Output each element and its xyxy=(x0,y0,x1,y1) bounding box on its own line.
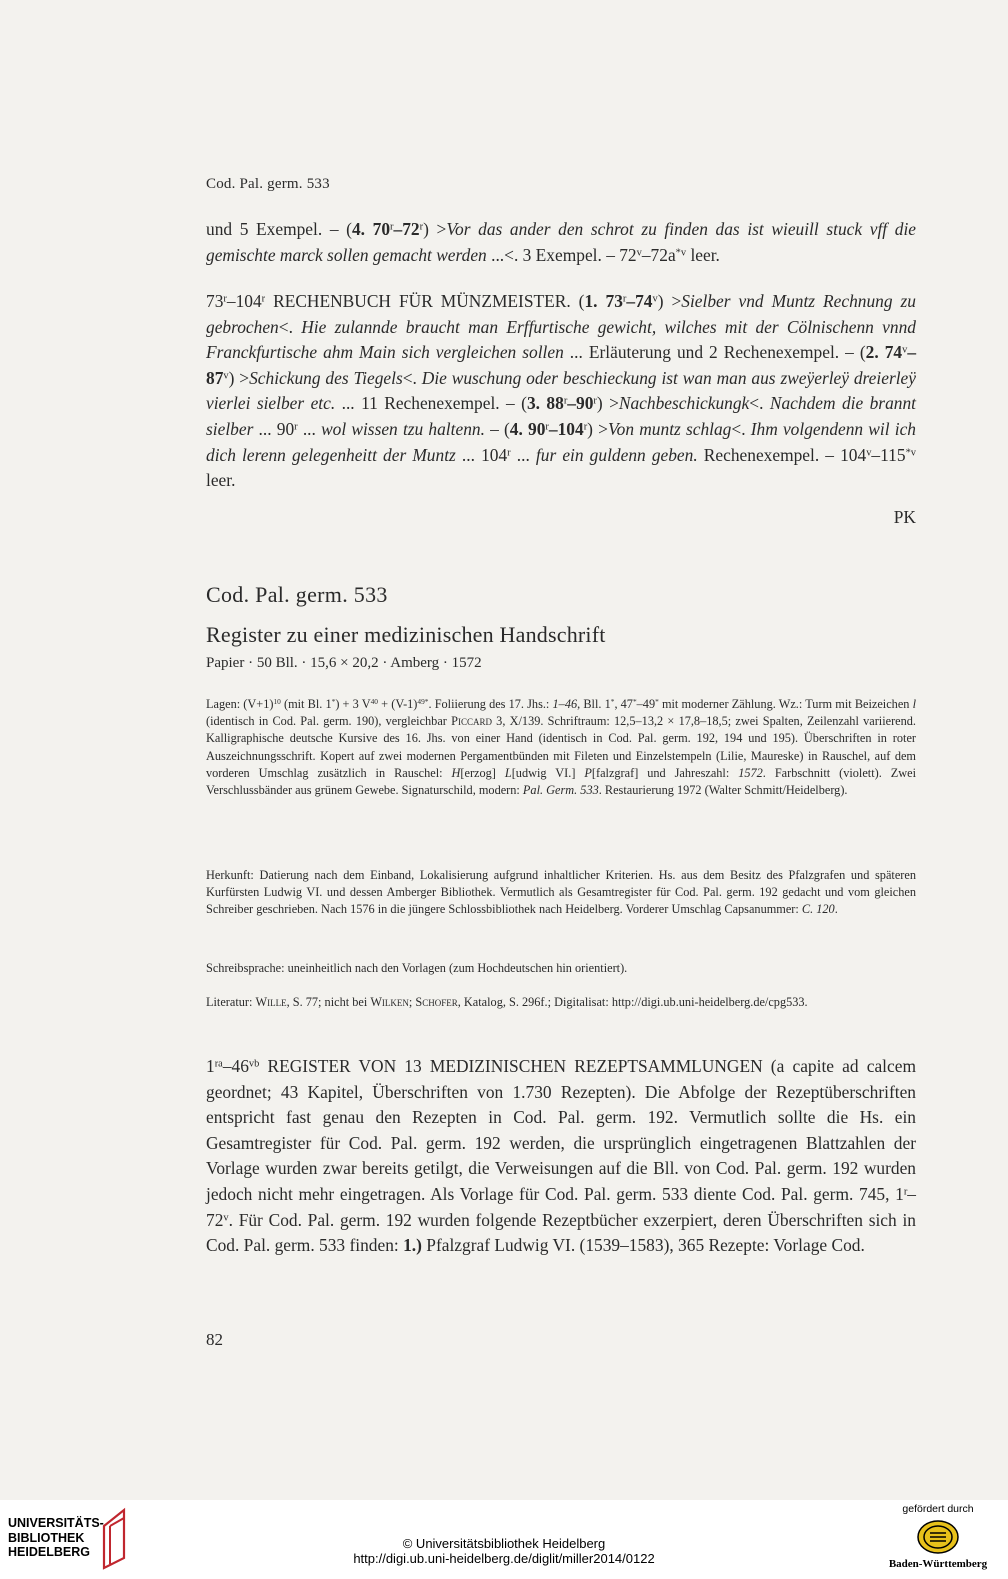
coat-of-arms-icon xyxy=(916,1519,960,1555)
physical-description: Papier · 50 Bll. · 15,6 × 20,2 · Amberg · 1572 xyxy=(206,655,482,671)
section-title: Cod. Pal. germ. 533 xyxy=(206,582,388,607)
permalink[interactable]: http://digi.ub.uni-heidelberg.de/diglit/miller2014/0122 xyxy=(353,1551,655,1566)
lagen-paragraph: Lagen: $(V+1)^{10}$ (mit Bl. 1*) + 3 $V^{40} + (V-1)^{49*}$. Foliierung des 17. Jhs.: 1–46, Bll. 1*, 47*–49* mit moderner Zählung. Wz.: Turm mit Beizeichen l (identisch in Cod. Pal. germ. 190), vergleichbar Piccard 3, X/139. Schriftraum: 12,5–13,2 × 17,8–18,5; zwei Spalten, Zeilenzahl variierend. Kalligraphische deutsche Kursive des 16. Jhs. von einer Hand (identisch in Cod. Pal. germ. 192, 194 und 195). Überschriften in roter Auszeichnungsschrift. Kopert auf zwei modernen Pergamentbünden mit Fileten und Einzelstempeln (Lilie, Maureske) in Rauschel, auf dem vorderen Umschlag zusätzlich in Rauschel: H[erzog] L[udwig VI.] P[falzgraf] und Jahreszahl: 1572. Farbschnitt (violett). Zwei Verschlussbänder aus grünem Gewebe. Signaturschild, modern: Pal. Germ. 533. Restaurierung 1972 (Walter Schmitt/Heidelberg). xyxy=(206,696,917,798)
sponsor-block[interactable]: gefördert durch Baden-Württemberg xyxy=(888,1503,988,1570)
herkunft-paragraph: Herkunft: Datierung nach dem Einband, Lokalisierung aufgrund inhaltlicher Kriterien. Hs. aus dem Besitz des Pfalzgrafen und späteren Kurfürsten Ludwig VI. und dessen Amberger Bibliothek. Vermutlich als Gesamtregister für Cod. Pal. germ. 192 gedacht und vom gleichen Schreiber geschrieben. Nach 1576 in die jüngere Schlossbibliothek nach Heidelberg. Vorderer Umschlag Capsanummer: C. 120. xyxy=(206,868,916,917)
entry-continuation: und 5 Exempel. – (4. $70^r-72^r) >Vor$ das ander den schrot zu finden das ist wieuill stuck vff die gemischte marck sollen gemacht werden ...<. 3 Exempel. – $72^v-72a^{*v}$ leer. xyxy=(206,219,916,265)
section-subtitle: Register zu einer medizinischen Handschrift xyxy=(206,622,606,647)
page-number: 82 xyxy=(206,1330,223,1349)
library-name[interactable]: UNIVERSITÄTS- BIBLIOTHEK HEIDELBERG xyxy=(8,1516,104,1559)
register-entry: $1^{ra}-46^{vb}$ REGISTER VON 13 MEDIZINISCHEN REZEPTSAMMLUNGEN (a capite ad calcem geordnet; 43 Kapitel, Überschriften von 1.730 Rezepten). Die Abfolge der Rezeptüberschriften entspricht fast genau den Rezepten in Cod. Pal. germ. 192. Vermutlich sollte die Hs. ein Gesamtregister für Cod. Pal. germ. 192 werden, die ursprünglich eingetragenen Blattzahlen der Vorlage wurden zwar bereits getilgt, die Verweisungen auf die Bll. von Cod. Pal. germ. 192 wurden jedoch nicht mehr eingetragen. Als Vorlage für Cod. Pal. germ. 533 diente Cod. Pal. germ. 745, 1$^r$–72$^v$. Für Cod. Pal. germ. 192 wurden folgende Rezeptbücher exzerpiert, deren Überschriften sich in Cod. Pal. germ. 533 finden: 1.) Pfalzgraf Ludwig VI. (1539–1583), 365 Rezepte: Vorlage Cod. xyxy=(206,1056,916,1256)
literatur-paragraph: Literatur: Wille, S. 77; nicht bei Wilken; Schofer, Katalog, S. 296f.; Digitalisat: http://digi.ub.uni-heidelberg.de/cpg533. xyxy=(206,995,808,1009)
running-header: Cod. Pal. germ. 533 xyxy=(206,176,330,192)
author-initials: PK xyxy=(893,507,916,527)
copyright-text: © Universitätsbibliothek Heidelberg xyxy=(402,1536,606,1551)
schreibsprache-paragraph: Schreibsprache: uneinheitlich nach den Vorlagen (zum Hochdeutschen hin orientiert). xyxy=(206,961,628,975)
footer-credits xyxy=(0,1536,1008,1566)
footer-bar xyxy=(0,1500,1008,1579)
entry-rechenbuch: 73$^r$–104$^r$ RECHENBUCH FÜR MÜNZMEISTER. (1. $73^r-74^v$) >Sielber vnd Muntz Rechnung zu gebrochen<. Hie zulannde braucht man Erffurtische gewicht, wilches mit der Cölnischenn vnnd Franckfurtische ahm Main sich vergleichen sollen ... Erläuterung und 2 Rechenexempel. – (2. $74^v-87^v$) >Schickung des Tiegels<. Die wuschung oder beschieckung ist wan man aus zweÿerleÿ dreierleÿ vierlei sielber etc. ... 11 Rechenexempel. – (3. $88^r-90^r$) >Nachbeschickungk<. Nachdem die brannt sielber ... 90$^r$ ... wol wissen tzu haltenn. – (4. $90^r-104^r) >Von$ muntz schlag<. Ihm volgendenn wil ich dich lerenn gelegenheitt der Muntz ... 104$^r$ ... fur ein guldenn geben. Rechenexempel. – 104$^v$–115$^{*v}$ leer. xyxy=(206,291,917,491)
